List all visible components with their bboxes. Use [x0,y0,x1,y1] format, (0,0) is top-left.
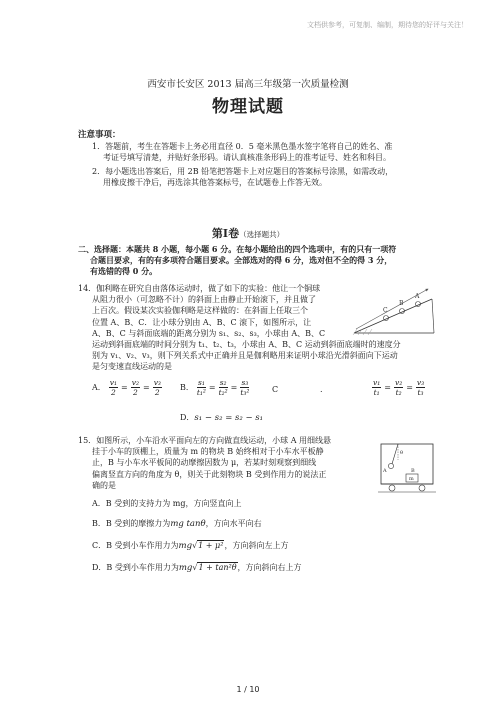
page-title: 物理试题 [212,97,284,117]
figure-label-b: B [399,300,404,307]
option-14-d: D．s₁ − s₂ = s₂ − s₁ [180,413,264,423]
figure-label-c: C [383,307,388,314]
option-14-b: B． $\frac{\text{s₁}}{\text{t₁²}}$ = $\frac{\text{s₂}}{\text{t₂²}}$ = $\frac{\text{s₃}}{\text{t₃²}}$ [180,378,250,397]
option-15-c: C．B 受到小车作用力为mg√1 + μ²，方向斜向左上方 [92,541,289,551]
note-item-2: 2．每小题选出答案后，用 2B 铅笔把答题卡上对应题目的答案标号涂黑，如需改动， 用橡皮擦干净后，再选涂其他答案标号，在试题卷上作答无效。 [92,167,394,188]
ball-label: A [383,468,387,474]
watermark: 文档供参考，可复制、编制，期待您的好评与关注！ [307,21,468,29]
question-14: 14．伽利略在研究自由落体运动时，做了如下的实验：他让一个铜球 从阻力很小（可忽略不计）的斜面上由静止开始滚下，并且做了 上百次。假设某次实验伽利略是这样做的：在斜面上任取三个 位置 A、B、C．让小球分别由 A、B、C 滚下，如图所示，让 A、B、C 与斜面底端的距离分别为 s₁、s₂、s₃，小球由 A、B、C 运动到斜面底端的时间分别为 t₁、t₂、t₃，小球由 A、B、C 运动到斜面底端时的速度分 别为 v₁、v₂、v₃，则下列关系式中正确并且是伽利略用来证明小球沿光滑斜面向下运动 是匀变速直线运动的是 [78,284,401,372]
figure-label-a: A [415,293,420,300]
part-heading: 第Ⅰ卷（选择题共） [211,227,285,240]
option-15-b: B．B 受到的摩擦力为mg tanθ，方向水平向右 [92,519,262,529]
block-label: m [409,476,414,482]
option-14-a: A． $\frac{\text{v₁}}{2}$ = $\frac{\text{v₂}}{2}$ = $\frac{\text{v₃}}{2}$ [92,378,161,397]
notes-heading: 注意事项： [78,130,121,140]
theta-label: θ [400,450,404,456]
block-b-label: B [411,468,415,474]
option-15-a: A．B 受到的支持力为 mg，方向竖直向上 [92,499,242,508]
note-item-1: 1．答题前，考生在答题卡上务必用直径 0．5 毫米黑色墨水签字笔将自己的姓名、准 考证号填写清楚，并贴好条形码。请认真核准条形码上的准考证号、姓名和科目。 [92,142,393,163]
question-15: 15．如图所示，小车沿水平面向左的方向做直线运动，小球 A 用细线悬 挂于小车的顶棚上，质量为 m 的物块 B 始终相对于小车水平板静 止，B 与小车水平板间的动摩擦因数为 μ，若某时刻观察到细线 偏离竖直方向的角度为 θ，则关于此刻物块 B 受到作用力的说法正 确的是 [78,436,332,490]
cart-figure [378,440,436,494]
option-14-c: $\frac{\text{v₁}}{\text{t₁}}$ = $\frac{\text{v₂}}{\text{t₂}}$ = $\frac{\text{v₃}}{\text{t₃}}$ [373,378,425,397]
page-number: 1 / 10 [236,685,260,694]
exam-subtitle: 西安市长安区 2013 届高三年级第一次质量检测 [147,79,349,90]
incline-figure [350,283,438,339]
option-14-c-label: C [272,385,279,394]
option-15-d: D．B 受到小车作用力为mg√1 + tan²θ，方向斜向右上方 [92,563,302,573]
section-instructions: 二、选择题：本题共 8 小题，每小题 6 分。在每小题给出的四个选项中，有的只有一项符 合题目要求，有的有多项符合题目要求。全部选对的得 6 分，选对但不全的得 3 分， 有选错的得 0 分。 [78,244,397,277]
option-14-c-dot: . [320,385,323,394]
